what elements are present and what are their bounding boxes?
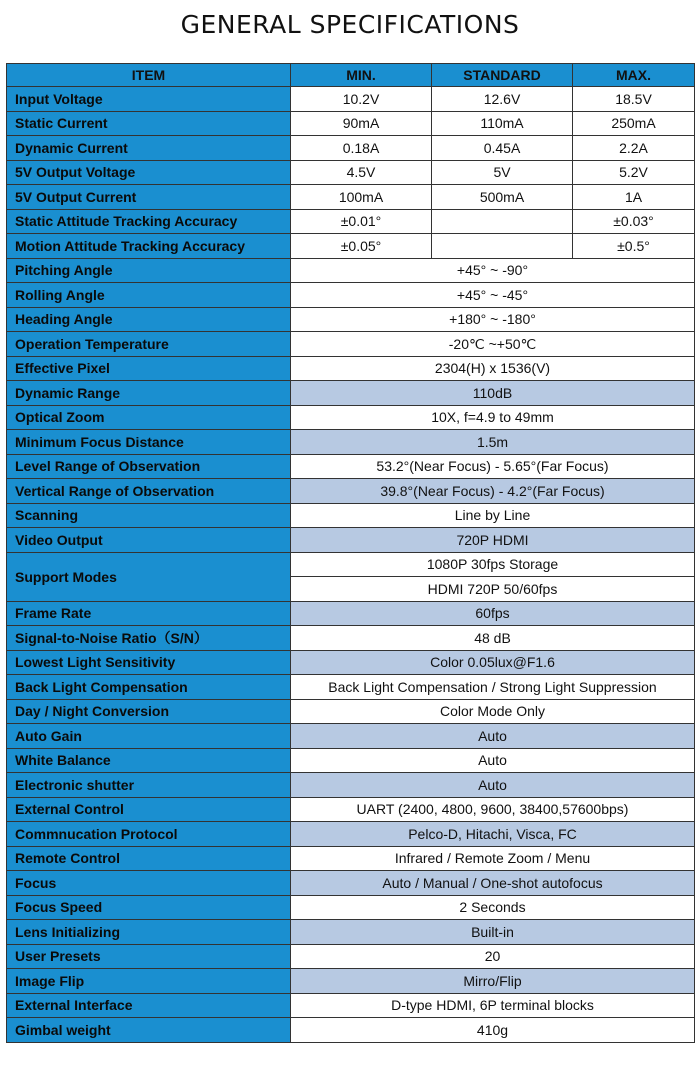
spec-value: Pelco-D, Hitachi, Visca, FC bbox=[291, 822, 695, 847]
spec-value: Color 0.05lux@F1.6 bbox=[291, 650, 695, 675]
spec-min: 10.2V bbox=[291, 87, 432, 112]
table-row bbox=[7, 699, 695, 724]
table-row bbox=[7, 87, 695, 112]
spec-value: HDMI 720P 50/60fps bbox=[291, 577, 695, 602]
spec-value: Auto bbox=[291, 724, 695, 749]
spec-name: Image Flip bbox=[7, 969, 291, 994]
spec-min: 0.18A bbox=[291, 136, 432, 161]
spec-value: Line by Line bbox=[291, 503, 695, 528]
table-row bbox=[7, 234, 695, 259]
spec-name: Dynamic Range bbox=[7, 381, 291, 406]
spec-name: Motion Attitude Tracking Accuracy bbox=[7, 234, 291, 259]
spec-name: White Balance bbox=[7, 748, 291, 773]
table-row bbox=[7, 209, 695, 234]
spec-name: Static Current bbox=[7, 111, 291, 136]
table-row bbox=[7, 895, 695, 920]
spec-max: 250mA bbox=[573, 111, 695, 136]
spec-min: ±0.05° bbox=[291, 234, 432, 259]
spec-value: 2304(H) x 1536(V) bbox=[291, 356, 695, 381]
table-row bbox=[7, 111, 695, 136]
spec-standard: 0.45A bbox=[432, 136, 573, 161]
spec-value: 53.2°(Near Focus) - 5.65°(Far Focus) bbox=[291, 454, 695, 479]
specifications-table-body bbox=[7, 64, 695, 1043]
spec-standard: 5V bbox=[432, 160, 573, 185]
spec-name: Heading Angle bbox=[7, 307, 291, 332]
table-row bbox=[7, 650, 695, 675]
table-row bbox=[7, 944, 695, 969]
spec-name: Remote Control bbox=[7, 846, 291, 871]
spec-name: Focus Speed bbox=[7, 895, 291, 920]
spec-max: 5.2V bbox=[573, 160, 695, 185]
spec-name: Input Voltage bbox=[7, 87, 291, 112]
spec-max: 2.2A bbox=[573, 136, 695, 161]
spec-name: Signal-to-Noise Ratio（S/N） bbox=[7, 626, 291, 651]
table-row bbox=[7, 503, 695, 528]
spec-name: Focus bbox=[7, 871, 291, 896]
table-row bbox=[7, 552, 695, 577]
spec-name: Back Light Compensation bbox=[7, 675, 291, 700]
column-header-max: MAX. bbox=[573, 64, 695, 87]
spec-value: 20 bbox=[291, 944, 695, 969]
spec-name: Gimbal weight bbox=[7, 1018, 291, 1043]
spec-value: 1080P 30fps Storage bbox=[291, 552, 695, 577]
spec-min: 90mA bbox=[291, 111, 432, 136]
table-row bbox=[7, 773, 695, 798]
spec-name: User Presets bbox=[7, 944, 291, 969]
spec-value: 39.8°(Near Focus) - 4.2°(Far Focus) bbox=[291, 479, 695, 504]
spec-value: Auto bbox=[291, 748, 695, 773]
spec-value: Infrared / Remote Zoom / Menu bbox=[291, 846, 695, 871]
spec-min: 4.5V bbox=[291, 160, 432, 185]
column-header-min: MIN. bbox=[291, 64, 432, 87]
table-row bbox=[7, 356, 695, 381]
column-header-item: ITEM bbox=[7, 64, 291, 87]
spec-name: Scanning bbox=[7, 503, 291, 528]
spec-name: Video Output bbox=[7, 528, 291, 553]
spec-value: Auto / Manual / One-shot autofocus bbox=[291, 871, 695, 896]
spec-value: 410g bbox=[291, 1018, 695, 1043]
spec-value: Mirro/Flip bbox=[291, 969, 695, 994]
table-header-row bbox=[7, 64, 695, 87]
spec-name: Operation Temperature bbox=[7, 332, 291, 357]
page-title: GENERAL SPECIFICATIONS bbox=[180, 10, 520, 39]
table-row bbox=[7, 479, 695, 504]
spec-value: UART (2400, 4800, 9600, 38400,57600bps) bbox=[291, 797, 695, 822]
spec-value: 10X, f=4.9 to 49mm bbox=[291, 405, 695, 430]
spec-name: External Interface bbox=[7, 993, 291, 1018]
spec-standard bbox=[432, 209, 573, 234]
spec-value: Back Light Compensation / Strong Light Suppression bbox=[291, 675, 695, 700]
table-row bbox=[7, 528, 695, 553]
spec-value: 1.5m bbox=[291, 430, 695, 455]
table-row bbox=[7, 332, 695, 357]
table-row bbox=[7, 430, 695, 455]
spec-value: 110dB bbox=[291, 381, 695, 406]
spec-name: 5V Output Current bbox=[7, 185, 291, 210]
spec-name: Frame Rate bbox=[7, 601, 291, 626]
spec-value: +45° ~ -90° bbox=[291, 258, 695, 283]
spec-value: 720P HDMI bbox=[291, 528, 695, 553]
spec-value: Color Mode Only bbox=[291, 699, 695, 724]
spec-name: Level Range of Observation bbox=[7, 454, 291, 479]
spec-name: Optical Zoom bbox=[7, 405, 291, 430]
spec-min: ±0.01° bbox=[291, 209, 432, 234]
table-row bbox=[7, 136, 695, 161]
table-row bbox=[7, 1018, 695, 1043]
table-row bbox=[7, 993, 695, 1018]
spec-name: Minimum Focus Distance bbox=[7, 430, 291, 455]
spec-max: 18.5V bbox=[573, 87, 695, 112]
table-row bbox=[7, 185, 695, 210]
spec-name: Electronic shutter bbox=[7, 773, 291, 798]
spec-value: 60fps bbox=[291, 601, 695, 626]
table-row bbox=[7, 871, 695, 896]
table-row bbox=[7, 724, 695, 749]
spec-min: 100mA bbox=[291, 185, 432, 210]
spec-name: Vertical Range of Observation bbox=[7, 479, 291, 504]
table-row bbox=[7, 405, 695, 430]
spec-name: 5V Output Voltage bbox=[7, 160, 291, 185]
table-row bbox=[7, 601, 695, 626]
spec-name: Auto Gain bbox=[7, 724, 291, 749]
table-row bbox=[7, 969, 695, 994]
spec-name: Lens Initializing bbox=[7, 920, 291, 945]
table-row bbox=[7, 675, 695, 700]
spec-name: Lowest Light Sensitivity bbox=[7, 650, 291, 675]
spec-name: Effective Pixel bbox=[7, 356, 291, 381]
table-row bbox=[7, 381, 695, 406]
table-row bbox=[7, 258, 695, 283]
table-row bbox=[7, 920, 695, 945]
spec-name: Dynamic Current bbox=[7, 136, 291, 161]
spec-name: External Control bbox=[7, 797, 291, 822]
spec-value: D-type HDMI, 6P terminal blocks bbox=[291, 993, 695, 1018]
table-row bbox=[7, 283, 695, 308]
spec-max: ±0.5° bbox=[573, 234, 695, 259]
spec-name: Support Modes bbox=[7, 552, 291, 601]
spec-name: Day / Night Conversion bbox=[7, 699, 291, 724]
table-row bbox=[7, 846, 695, 871]
spec-max: 1A bbox=[573, 185, 695, 210]
spec-name: Pitching Angle bbox=[7, 258, 291, 283]
spec-value: -20℃ ~+50℃ bbox=[291, 332, 695, 357]
spec-value: Auto bbox=[291, 773, 695, 798]
spec-name: Static Attitude Tracking Accuracy bbox=[7, 209, 291, 234]
spec-value: Built-in bbox=[291, 920, 695, 945]
table-row bbox=[7, 307, 695, 332]
table-row bbox=[7, 454, 695, 479]
specifications-table bbox=[6, 63, 695, 1043]
spec-value: +180° ~ -180° bbox=[291, 307, 695, 332]
spec-name: Commnucation Protocol bbox=[7, 822, 291, 847]
spec-standard bbox=[432, 234, 573, 259]
table-row bbox=[7, 822, 695, 847]
table-row bbox=[7, 160, 695, 185]
table-row bbox=[7, 797, 695, 822]
table-row bbox=[7, 748, 695, 773]
table-row bbox=[7, 626, 695, 651]
spec-value: 48 dB bbox=[291, 626, 695, 651]
spec-standard: 12.6V bbox=[432, 87, 573, 112]
spec-max: ±0.03° bbox=[573, 209, 695, 234]
column-header-standard: STANDARD bbox=[432, 64, 573, 87]
spec-value: 2 Seconds bbox=[291, 895, 695, 920]
spec-standard: 500mA bbox=[432, 185, 573, 210]
spec-value: +45° ~ -45° bbox=[291, 283, 695, 308]
spec-standard: 110mA bbox=[432, 111, 573, 136]
spec-name: Rolling Angle bbox=[7, 283, 291, 308]
